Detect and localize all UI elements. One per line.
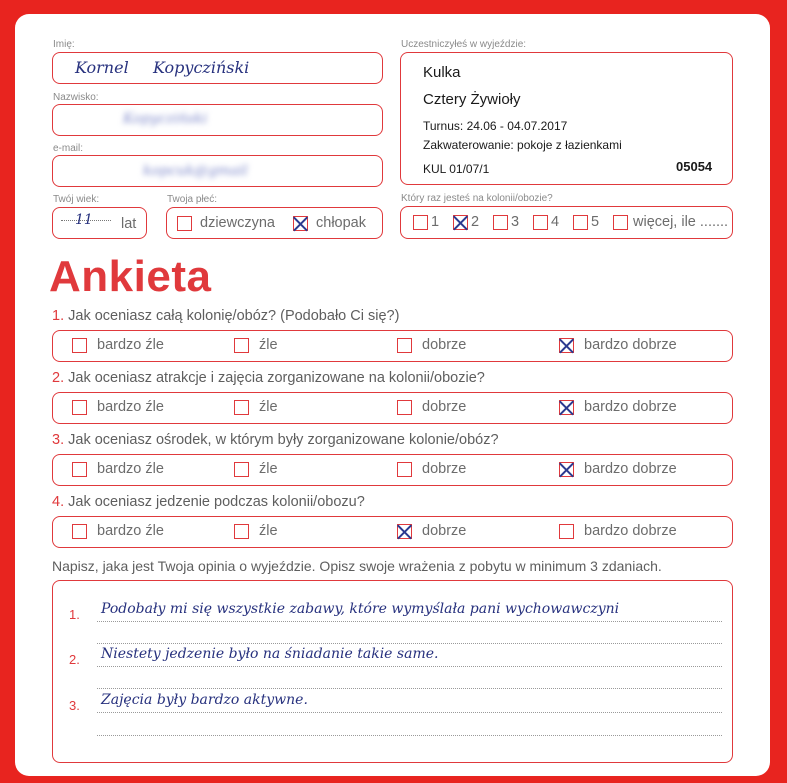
age-label: Twój wiek:: [53, 194, 100, 205]
question-4-number: 4.: [52, 494, 65, 510]
question-1-option-2: źle: [259, 337, 278, 353]
times-option-2: 2: [471, 214, 480, 230]
opinion-line-3-rule: [97, 712, 722, 713]
question-2-options: [52, 392, 733, 424]
gender-option-boy: chłopak: [316, 215, 366, 231]
question-4-option-1: bardzo źle: [97, 523, 164, 539]
opinion-box[interactable]: [52, 580, 733, 763]
opinion-extra-rule-1: [97, 643, 722, 644]
question-3-text: [52, 432, 499, 448]
question-4-option-4: bardzo dobrze: [584, 523, 677, 539]
times-field: [400, 206, 733, 239]
question-3-option-4: bardzo dobrze: [584, 461, 677, 477]
question-3-checkbox-1[interactable]: [72, 462, 87, 477]
question-3-number: 3.: [52, 432, 65, 448]
question-4-text: [52, 494, 365, 510]
times-option-3: 3: [511, 214, 520, 230]
question-2-checkbox-1[interactable]: [72, 400, 87, 415]
trip-accommodation: Zakwaterowanie: pokoje z łazienkami: [423, 138, 622, 152]
name-value: Kornel: [75, 58, 129, 77]
opinion-text-2: Niestety jedzenie było na śniadanie takie same.: [101, 646, 439, 662]
question-1-number: 1.: [52, 308, 65, 324]
opinion-num-2: 2.: [69, 652, 80, 667]
question-1-text: [52, 308, 399, 324]
opinion-num-3: 3.: [69, 698, 80, 713]
question-3-option-3: dobrze: [422, 461, 467, 477]
name-surname-handwritten: Kopycziński: [153, 58, 250, 77]
trip-box: [400, 52, 733, 185]
surname-value: Kopycziński: [123, 111, 208, 127]
question-4-checkbox-2[interactable]: [234, 524, 249, 539]
opinion-line-1-rule: [97, 621, 722, 622]
times-option-4: 4: [551, 214, 560, 230]
survey-sheet: [15, 14, 770, 776]
question-1-checkbox-4[interactable]: [559, 338, 574, 353]
page-title: Ankieta: [49, 252, 212, 301]
surname-label: Nazwisko:: [53, 92, 99, 103]
times-option-1: 1: [431, 214, 440, 230]
email-label: e-mail:: [53, 143, 84, 154]
gender-field: [166, 207, 383, 239]
question-3-options: [52, 454, 733, 486]
question-2-checkbox-2[interactable]: [234, 400, 249, 415]
age-unit: lat: [121, 216, 137, 232]
question-4-option-3: dobrze: [422, 523, 467, 539]
question-4-checkbox-3[interactable]: [397, 524, 412, 539]
email-value: kopcuk@gmail: [143, 163, 248, 179]
opinion-extra-rule-3: [97, 735, 722, 736]
trip-turnus: Turnus: 24.06 - 04.07.2017: [423, 119, 568, 133]
question-4-option-2: źle: [259, 523, 278, 539]
question-1-label: Jak oceniasz całą kolonię/obóz? (Podobało Ci się?): [68, 308, 400, 324]
question-2-checkbox-4[interactable]: [559, 400, 574, 415]
opinion-prompt: Napisz, jaka jest Twoja opinia o wyjeździe. Opisz swoje wrażenia z pobytu w minimum 3 zdaniach.: [52, 558, 662, 574]
question-2-option-1: bardzo źle: [97, 399, 164, 415]
question-1-checkbox-1[interactable]: [72, 338, 87, 353]
times-checkbox-more[interactable]: [613, 215, 628, 230]
opinion-line-2-rule: [97, 666, 722, 667]
question-3-label: Jak oceniasz ośrodek, w którym były zorganizowane kolonie/obóz?: [68, 432, 499, 448]
question-3-option-1: bardzo źle: [97, 461, 164, 477]
times-checkbox-3[interactable]: [493, 215, 508, 230]
surname-field[interactable]: [52, 104, 383, 136]
question-1-option-1: bardzo źle: [97, 337, 164, 353]
question-1-option-3: dobrze: [422, 337, 467, 353]
times-checkbox-2[interactable]: [453, 215, 468, 230]
question-4-options: [52, 516, 733, 548]
question-3-checkbox-2[interactable]: [234, 462, 249, 477]
times-checkbox-1[interactable]: [413, 215, 428, 230]
question-4-checkbox-4[interactable]: [559, 524, 574, 539]
question-2-label: Jak oceniasz atrakcje i zajęcia zorganizowane na kolonii/obozie?: [68, 370, 485, 386]
trip-number: 05054: [676, 159, 713, 174]
gender-checkbox-girl[interactable]: [177, 216, 192, 231]
times-option-more: więcej, ile .......: [633, 214, 729, 230]
question-3-option-2: źle: [259, 461, 278, 477]
gender-label: Twoja płeć:: [167, 194, 218, 205]
gender-option-girl: dziewczyna: [200, 215, 275, 231]
question-2-option-3: dobrze: [422, 399, 467, 415]
question-1-checkbox-3[interactable]: [397, 338, 412, 353]
trip-label: Uczestniczyłeś w wyjeździe:: [401, 39, 527, 50]
gender-checkbox-boy[interactable]: [293, 216, 308, 231]
times-label: Który raz jesteś na kolonii/obozie?: [401, 193, 553, 204]
question-3-checkbox-3[interactable]: [397, 462, 412, 477]
question-4-checkbox-1[interactable]: [72, 524, 87, 539]
name-label: Imię:: [53, 39, 75, 50]
opinion-num-1: 1.: [69, 607, 80, 622]
opinion-text-1: Podobały mi się wszystkie zabawy, które wymyślała pani wychowawczyni: [101, 601, 620, 617]
opinion-extra-rule-2: [97, 688, 722, 689]
trip-code: KUL 01/07/1: [423, 162, 490, 176]
opinion-text-3: Zajęcia były bardzo aktywne.: [101, 692, 308, 708]
times-checkbox-5[interactable]: [573, 215, 588, 230]
email-field[interactable]: [52, 155, 383, 187]
age-value: 11: [75, 212, 93, 228]
question-2-option-4: bardzo dobrze: [584, 399, 677, 415]
question-2-option-2: źle: [259, 399, 278, 415]
question-2-text: [52, 370, 485, 386]
question-1-option-4: bardzo dobrze: [584, 337, 677, 353]
question-1-checkbox-2[interactable]: [234, 338, 249, 353]
question-2-checkbox-3[interactable]: [397, 400, 412, 415]
times-checkbox-4[interactable]: [533, 215, 548, 230]
question-4-label: Jak oceniasz jedzenie podczas kolonii/obozu?: [68, 494, 365, 510]
trip-subtitle: Cztery Żywioły: [423, 91, 521, 108]
times-option-5: 5: [591, 214, 600, 230]
trip-name: Kulka: [423, 64, 461, 81]
question-2-number: 2.: [52, 370, 65, 386]
question-1-options: [52, 330, 733, 362]
age-field[interactable]: [52, 207, 147, 239]
name-field[interactable]: [52, 52, 383, 84]
question-3-checkbox-4[interactable]: [559, 462, 574, 477]
